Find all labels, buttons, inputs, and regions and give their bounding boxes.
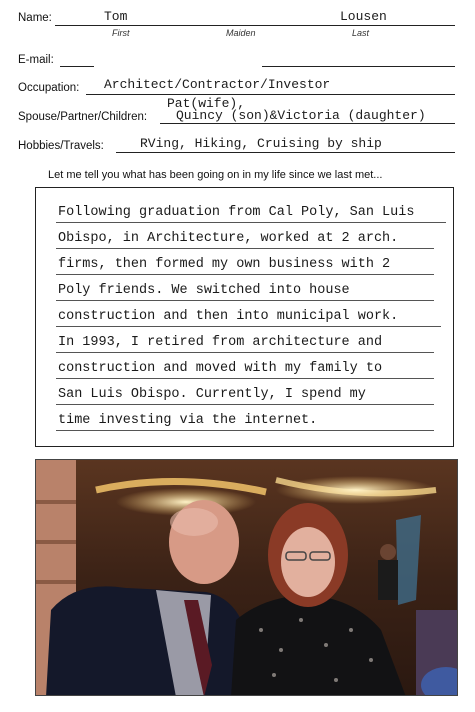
story-line-3: firms, then formed my own business with 2 <box>58 257 391 272</box>
occupation-value: Architect/Contractor/Investor <box>104 77 331 92</box>
spouse-value-line2: Quincy (son)&Victoria (daughter) <box>176 108 426 123</box>
story-rule-1 <box>56 222 446 223</box>
story-prompt: Let me tell you what has been going on in my life since we last met... <box>48 169 383 181</box>
hobbies-underline <box>116 152 455 153</box>
last-name-value: Lousen <box>340 9 387 24</box>
story-rule-6 <box>56 352 434 353</box>
story-line-5: construction and then into municipal work. <box>58 309 399 324</box>
spouse-value-line1: Pat(wife), <box>167 96 246 111</box>
first-name-value: Tom <box>104 9 128 24</box>
story-line-7: construction and moved with my family to <box>58 361 383 376</box>
story-line-6: In 1993, I retired from architecture and <box>58 335 383 350</box>
story-rule-5 <box>56 326 441 327</box>
story-line-1: Following graduation from Cal Poly, San Luis <box>58 205 415 220</box>
spouse-underline <box>160 123 455 124</box>
story-rule-9 <box>56 430 434 431</box>
name-underline <box>55 25 455 26</box>
story-line-4: Poly friends. We switched into house <box>58 283 350 298</box>
story-rule-2 <box>56 248 434 249</box>
story-box <box>35 187 454 447</box>
story-rule-7 <box>56 378 434 379</box>
maiden-caption: Maiden <box>226 28 256 38</box>
story-rule-3 <box>56 274 434 275</box>
story-line-8: San Luis Obispo. Currently, I spend my <box>58 387 366 402</box>
email-label: E-mail: <box>18 54 54 66</box>
story-line-2: Obispo, in Architecture, worked at 2 arch. <box>58 231 399 246</box>
occupation-underline <box>86 94 455 95</box>
story-rule-8 <box>56 404 434 405</box>
hobbies-value: RVing, Hiking, Cruising by ship <box>140 136 382 151</box>
email-underline-short <box>60 66 94 67</box>
occupation-label: Occupation: <box>18 82 80 94</box>
name-label: Name: <box>18 12 52 24</box>
spouse-label: Spouse/Partner/Children: <box>18 111 148 123</box>
story-line-9: time investing via the internet. <box>58 413 318 428</box>
first-caption: First <box>112 28 130 38</box>
email-underline-long <box>262 66 455 67</box>
hobbies-label: Hobbies/Travels: <box>18 140 104 152</box>
photo-illustration <box>36 460 458 696</box>
last-caption: Last <box>352 28 370 38</box>
story-rule-4 <box>56 300 434 301</box>
couple-photo <box>35 459 458 696</box>
